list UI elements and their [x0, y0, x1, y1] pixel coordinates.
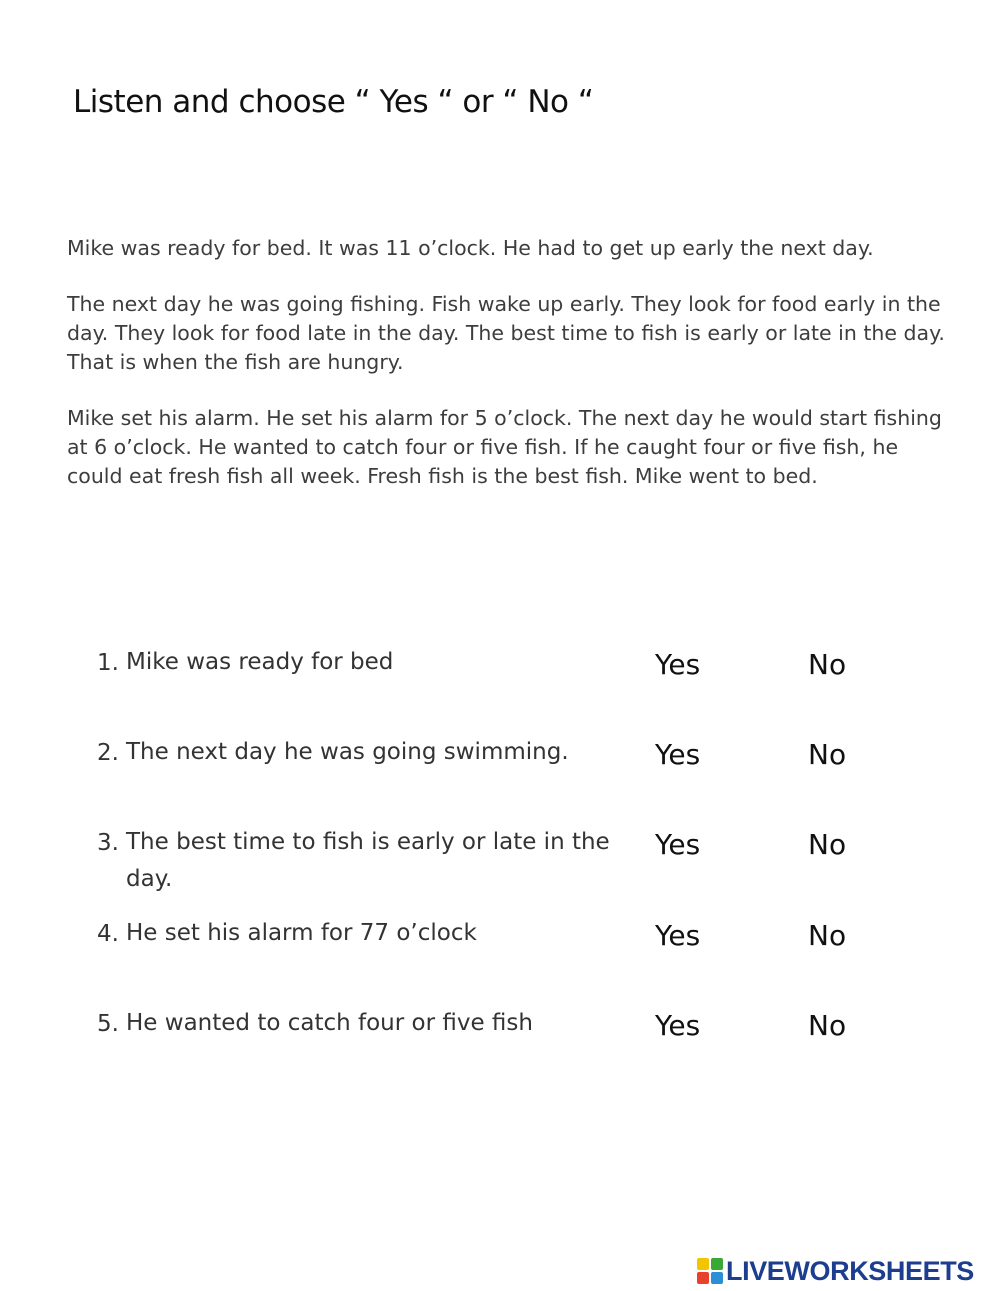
no-option-4[interactable]: No: [808, 919, 847, 952]
no-option-3[interactable]: No: [808, 828, 847, 861]
logo-square-yellow: [697, 1258, 709, 1270]
question-row-3: [97, 830, 877, 890]
question-row-1: [97, 650, 877, 710]
liveworksheets-logo-icon: [697, 1258, 723, 1284]
no-option-1[interactable]: No: [808, 648, 847, 681]
no-option-5[interactable]: No: [808, 1009, 847, 1042]
question-number: 1.: [97, 650, 119, 676]
logo-square-blue: [711, 1272, 723, 1284]
yes-option-1[interactable]: Yes: [655, 648, 701, 681]
reading-passage: [67, 234, 947, 518]
question-number: 4.: [97, 921, 119, 947]
question-row-5: [97, 1011, 877, 1071]
yes-option-3[interactable]: Yes: [655, 828, 701, 861]
yes-option-2[interactable]: Yes: [655, 738, 701, 771]
yes-option-5[interactable]: Yes: [655, 1009, 701, 1042]
question-number: 2.: [97, 740, 119, 766]
liveworksheets-brand: [697, 1256, 974, 1286]
logo-square-green: [711, 1258, 723, 1270]
question-text: The best time to fish is early or late in the day.: [126, 829, 610, 892]
question-row-4: [97, 921, 877, 981]
question-text: He set his alarm for 77 o’clock: [126, 920, 477, 946]
passage-paragraph-2: The next day he was going fishing. Fish wake up early. They look for food early in the day. They look for food late in the day. The best time to fish is early or late in the day. That is when the fish are hungry.: [67, 292, 945, 374]
passage-paragraph-1: Mike was ready for bed. It was 11 o’clock. He had to get up early the next day.: [67, 236, 874, 260]
yes-option-4[interactable]: Yes: [655, 919, 701, 952]
question-text: Mike was ready for bed: [126, 649, 394, 675]
question-text: The next day he was going swimming.: [126, 739, 569, 765]
passage-paragraph-3: Mike set his alarm. He set his alarm for 5 o’clock. The next day he would start fishing at 6 o’clock. He wanted to catch four or five fish. If he caught four or five fish, he could eat fresh fish all week. Fresh fish is the best fish. Mike went to bed.: [67, 406, 942, 488]
worksheet-title: Listen and choose “ Yes “ or “ No “: [73, 84, 594, 120]
question-text: He wanted to catch four or five fish: [126, 1010, 533, 1036]
question-number: 5.: [97, 1011, 119, 1037]
brand-name: LIVEWORKSHEETS: [726, 1255, 974, 1286]
question-row-2: [97, 740, 877, 800]
question-number: 3.: [97, 830, 119, 856]
logo-square-red: [697, 1272, 709, 1284]
no-option-2[interactable]: No: [808, 738, 847, 771]
